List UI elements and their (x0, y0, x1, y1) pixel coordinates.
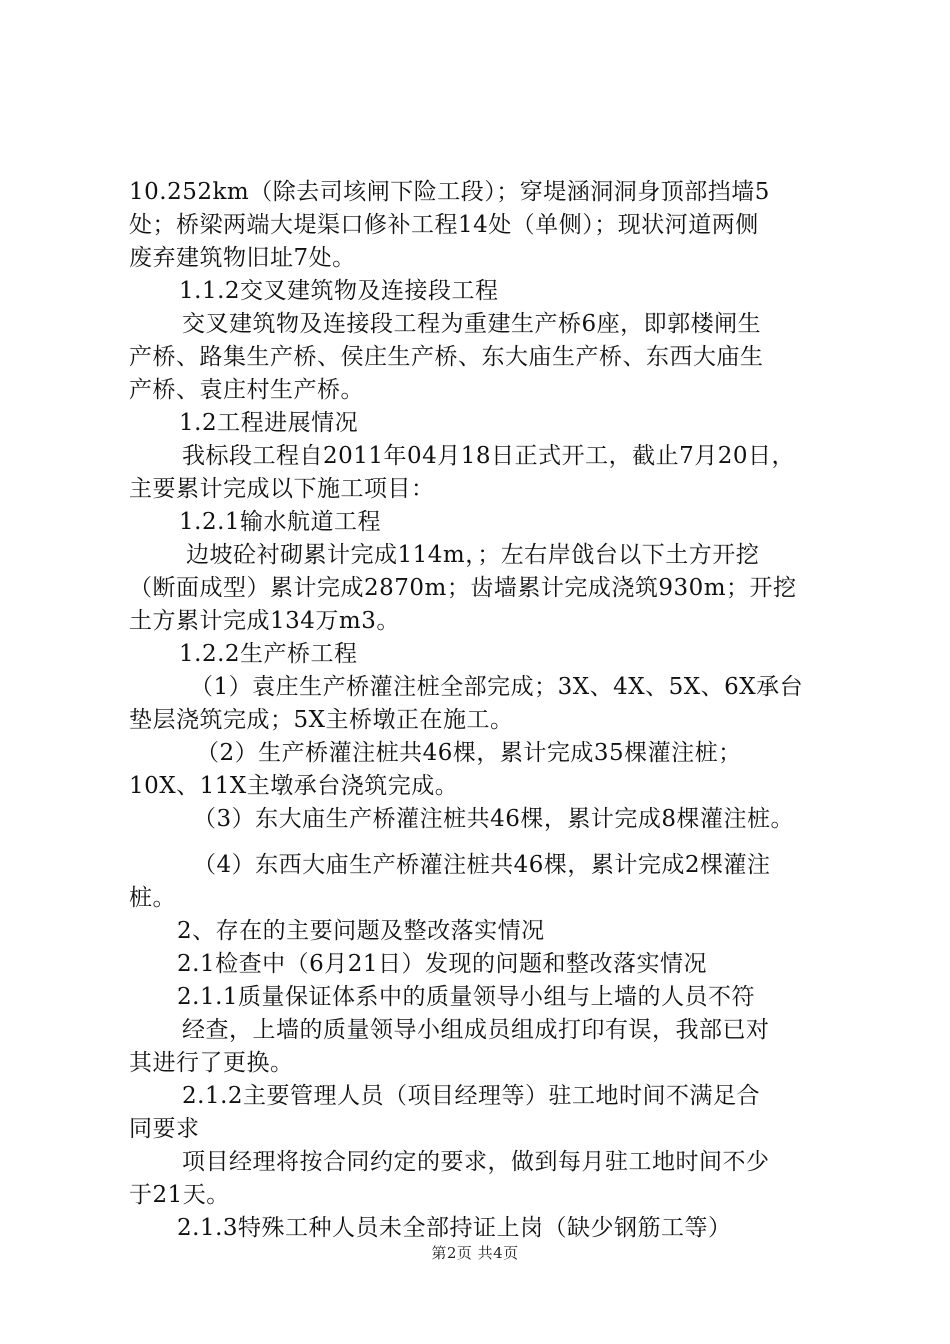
text-line: 主要累计完成以下施工项目： (129, 476, 435, 502)
text-line: 桩。 (129, 885, 176, 911)
text-line: 产桥、路集生产桥、侯庄生产桥、东大庙生产桥、东西大庙生 (129, 344, 764, 370)
text-line: （3）东大庙生产桥灌注桩共46棵，累计完成8棵灌注桩。 (193, 806, 795, 832)
text-line: （2）生产桥灌注桩共46棵，累计完成35棵灌注桩； (196, 740, 742, 766)
section-heading: 2.1检查中（6月21日）发现的问题和整改落实情况 (177, 951, 707, 977)
text-line: 交叉建筑物及连接段工程为重建生产桥6座，即郭楼闸生 (182, 311, 762, 337)
text-line: （4）东西大庙生产桥灌注桩共46棵，累计完成2棵灌注 (193, 852, 771, 878)
text-line: （1）袁庄生产桥灌注桩全部完成；3X、4X、5X、6X承台 (190, 674, 804, 700)
text-line: 垫层浇筑完成；5X主桥墩正在施工。 (129, 707, 514, 733)
text-line: 土方累计完成134万m3。 (129, 608, 400, 634)
text-line: 于21天。 (129, 1182, 230, 1208)
text-line: 项目经理将按合同约定的要求，做到每月驻工地时间不少 (182, 1149, 770, 1175)
section-heading: 2、存在的主要问题及整改落实情况 (177, 918, 545, 944)
text-line: 同要求 (129, 1116, 200, 1142)
page-footer: 第2页 共4页 (431, 1244, 519, 1262)
text-line: 产桥、袁庄村生产桥。 (129, 377, 364, 403)
section-heading: 1.2工程进展情况 (179, 410, 359, 436)
text-line: 10.252km（除去司垓闸下险工段）；穿堤涵洞洞身顶部挡墙5 (129, 179, 770, 205)
text-line: （断面成型）累计完成2870m；齿墙累计完成浇筑930m；开挖 (129, 575, 797, 601)
section-heading: 2.1.3特殊工种人员未全部持证上岗（缺少钢筋工等） (177, 1215, 732, 1241)
text-line: 10X、11X主墩承台浇筑完成。 (129, 773, 459, 799)
text-line: 处；桥梁两端大堤渠口修补工程14处（单侧）；现状河道两侧 (129, 212, 759, 238)
text-line: 我标段工程自2011年04月18日正式开工，截止7月20日， (182, 443, 795, 469)
text-line: 边坡砼衬砌累计完成114m，；左右岸戗台以下土方开挖 (186, 542, 760, 568)
text-line: 废弃建筑物旧址7处。 (129, 245, 356, 271)
text-line: 经查，上墙的质量领导小组成员组成打印有误，我部已对 (182, 1017, 770, 1043)
section-heading: 2.1.2主要管理人员（项目经理等）驻工地时间不满足合 (182, 1083, 761, 1109)
section-heading: 2.1.1质量保证体系中的质量领导小组与上墙的人员不符 (177, 984, 756, 1010)
section-heading: 1.2.2生产桥工程 (179, 641, 358, 667)
section-heading: 1.2.1输水航道工程 (179, 509, 382, 535)
text-line: 其进行了更换。 (129, 1050, 294, 1076)
section-heading: 1.1.2交叉建筑物及连接段工程 (179, 278, 499, 304)
